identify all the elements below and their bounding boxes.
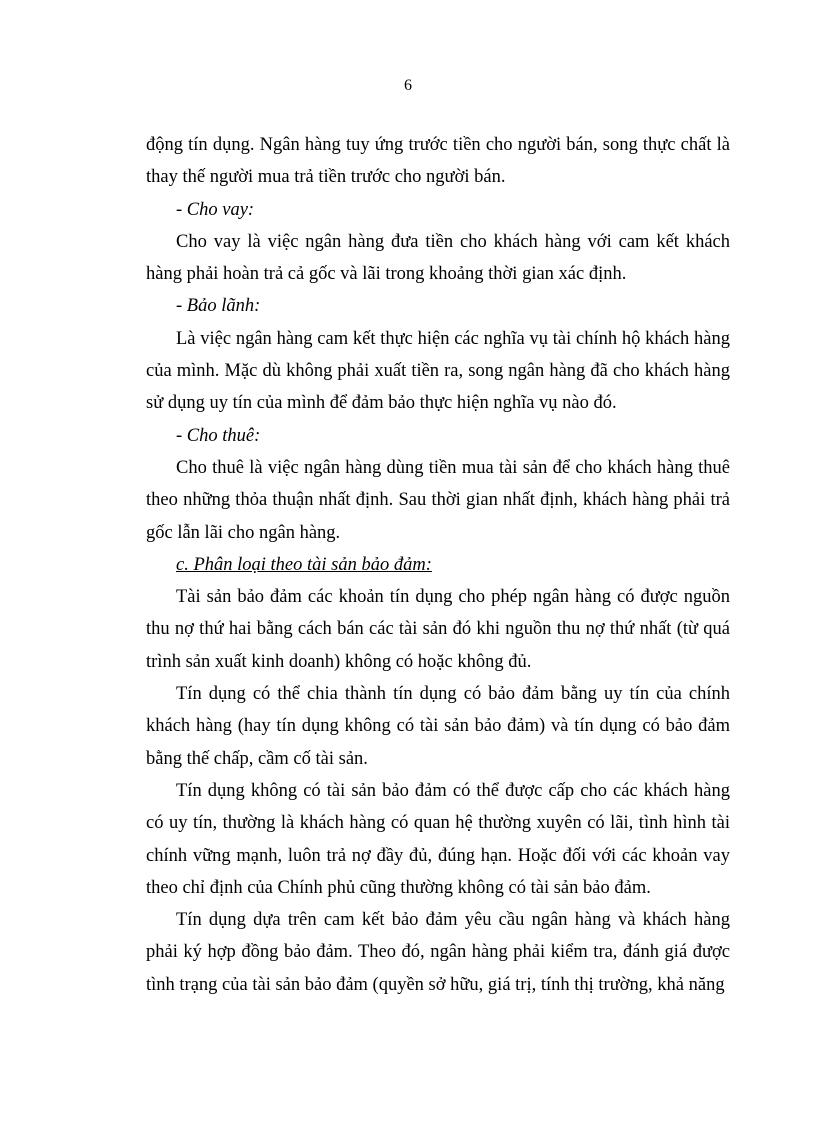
paragraph-cho-vay: Cho vay là việc ngân hàng đưa tiền cho khách hàng với cam kết khách hàng phải hoàn trả cả gốc và lãi trong khoảng thời gian xác định. <box>146 231 730 285</box>
section-heading-phan-loai: c. Phân loại theo tài sản bảo đảm: <box>176 554 432 575</box>
paragraph-bao-lanh: Là việc ngân hàng cam kết thực hiện các nghĩa vụ tài chính hộ khách hàng của mình. Mặc dù không phải xuất tiền ra, song ngân hàng đã cho khách hàng sử dụng uy tín của mình để đảm bảo thực hiện nghĩa vụ nào đó. <box>146 328 730 414</box>
paragraph-tai-san-bao-dam: Tài sản bảo đảm các khoản tín dụng cho phép ngân hàng có được nguồn thu nợ thứ hai bằng cách bán các tài sản đó khi nguồn thu nợ thứ nhất (từ quá trình sản xuất kinh doanh) không có hoặc không đủ. <box>146 587 730 672</box>
paragraph-cam-ket-bao-dam: Tín dụng dựa trên cam kết bảo đảm yêu cầu ngân hàng và khách hàng phải ký hợp đồng bảo đảm. Theo đó, ngân hàng phải kiểm tra, đánh giá được tình trạng của tài sản bảo đảm (quyền sở hữu, giá trị, tính thị trường, khả năng <box>146 910 730 995</box>
paragraph-chia-thanh: Tín dụng có thể chia thành tín dụng có bảo đảm bằng uy tín của chính khách hàng (hay tín dụng không có tài sản bảo đảm) và tín dụng có bảo đảm bằng thế chấp, cầm cố tài sản. <box>146 684 730 769</box>
subheading-bao-lanh: - Bảo lãnh: <box>176 296 261 317</box>
subheading-cho-thue: - Cho thuê: <box>176 425 261 446</box>
subheading-cho-vay: - Cho vay: <box>176 199 255 220</box>
paragraph-cho-thue: Cho thuê là việc ngân hàng dùng tiền mua tài sản để cho khách hàng thuê theo những thỏa thuận nhất định. Sau thời gian nhất định, khách hàng phải trả gốc lẫn lãi cho ngân hàng. <box>146 457 730 543</box>
page-number: 6 <box>404 77 412 94</box>
paragraph-continued: động tín dụng. Ngân hàng tuy ứng trước tiền cho người bán, song thực chất là thay thế người mua trả tiền trước cho người bán. <box>146 135 730 188</box>
paragraph-khong-co-tai-san: Tín dụng không có tài sản bảo đảm có thể được cấp cho các khách hàng có uy tín, thường là khách hàng có quan hệ thường xuyên có lãi, tình hình tài chính vững mạnh, luôn trả nợ đầy đủ, đúng hạn. Hoặc đối với các khoản vay theo chỉ định của Chính phủ cũng thường không có tài sản bảo đảm. <box>146 780 730 898</box>
page-body <box>146 129 730 1001</box>
